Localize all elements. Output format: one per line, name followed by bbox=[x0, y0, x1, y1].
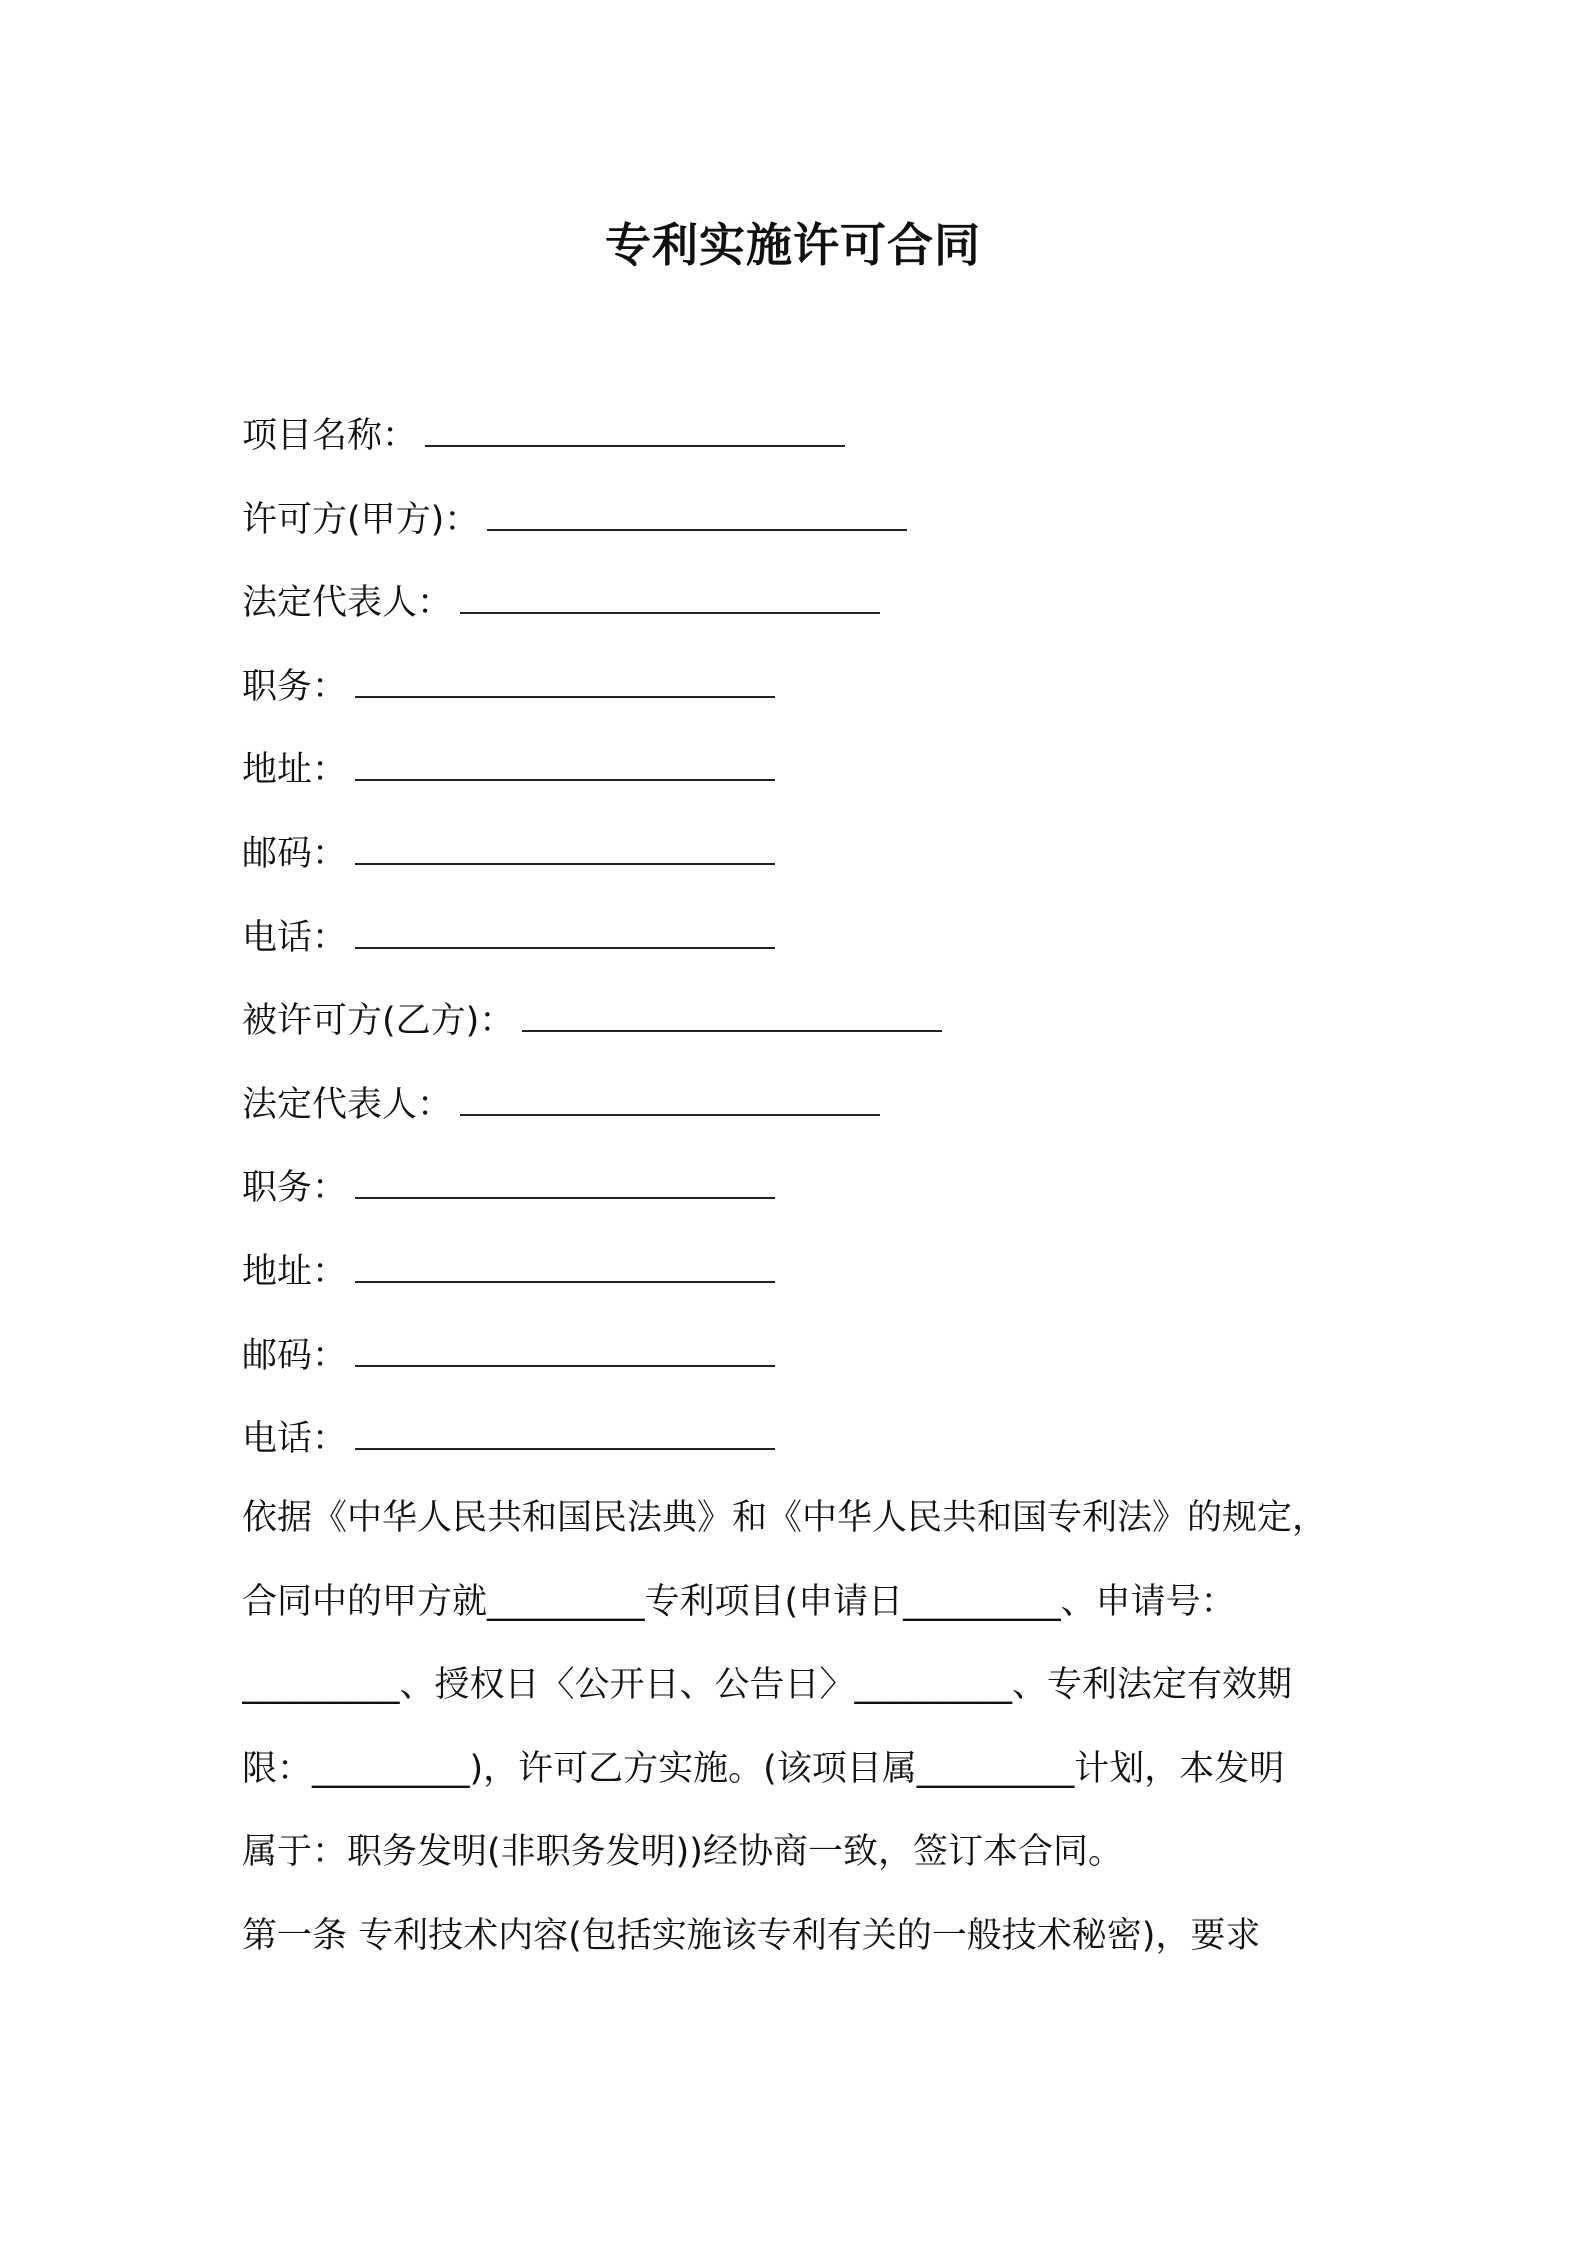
field-label: 电话： bbox=[242, 1419, 348, 1460]
field-label: 项目名称： bbox=[242, 416, 418, 456]
party-info-fields bbox=[242, 408, 1362, 1495]
blank-line bbox=[355, 827, 775, 865]
field-licensor bbox=[242, 492, 1362, 576]
document-title: 专利实施许可合同 bbox=[605, 218, 981, 272]
field-label: 职务： bbox=[242, 666, 348, 707]
field-licensee bbox=[242, 993, 1362, 1077]
field-label: 被许可方(乙方)： bbox=[242, 1001, 515, 1042]
field-label: 地址： bbox=[242, 1251, 348, 1292]
field-licensee-representative bbox=[242, 1077, 1362, 1161]
body-line: _________、授权日〈公开日、公告日〉_________、专利法定有效期 bbox=[242, 1665, 1293, 1706]
field-project-name bbox=[242, 408, 1362, 492]
blank-line bbox=[355, 660, 775, 698]
field-licensor-postcode bbox=[242, 826, 1362, 910]
blank-line bbox=[460, 576, 880, 614]
field-label: 邮码： bbox=[242, 1335, 348, 1376]
field-licensor-phone bbox=[242, 910, 1362, 994]
field-label: 职务： bbox=[242, 1168, 348, 1209]
blank-line bbox=[355, 1245, 775, 1283]
blank-line bbox=[522, 994, 942, 1032]
blank-line bbox=[460, 1078, 880, 1116]
body-line: 属于：职务发明(非职务发明))经协商一致，签订本合同。 bbox=[242, 1832, 1123, 1873]
blank-line bbox=[487, 493, 907, 531]
field-label: 许可方(甲方)： bbox=[242, 499, 480, 540]
body-line: 依据《中华人民共和国民法典》和《中华人民共和国专利法》的规定， bbox=[242, 1498, 1328, 1538]
blank-line bbox=[355, 1412, 775, 1450]
body-line: 合同中的甲方就_________专利项目(申请日_________、申请号： bbox=[242, 1581, 1236, 1622]
field-licensee-address bbox=[242, 1244, 1362, 1328]
field-label: 法定代表人： bbox=[242, 1084, 453, 1125]
field-licensee-phone bbox=[242, 1411, 1362, 1495]
body-line: 限：_________)，许可乙方实施。(该项目属_________计划，本发明 bbox=[242, 1748, 1285, 1789]
contract-body bbox=[242, 1490, 1362, 1992]
blank-line bbox=[355, 1329, 775, 1367]
field-licensor-representative bbox=[242, 575, 1362, 659]
field-licensor-position bbox=[242, 659, 1362, 743]
blank-line bbox=[355, 911, 775, 949]
field-label: 法定代表人： bbox=[242, 583, 453, 624]
field-licensor-address bbox=[242, 742, 1362, 826]
field-label: 地址： bbox=[242, 750, 348, 791]
blank-line bbox=[355, 743, 775, 781]
field-licensee-postcode bbox=[242, 1328, 1362, 1412]
field-label: 邮码： bbox=[242, 833, 348, 874]
field-licensee-position bbox=[242, 1160, 1362, 1244]
blank-line bbox=[355, 1161, 775, 1199]
blank-line bbox=[425, 409, 845, 447]
article-one-line: 第一条 专利技术内容(包括实施该专利有关的一般技术秘密)，要求 bbox=[242, 1915, 1261, 1956]
field-label: 电话： bbox=[242, 917, 348, 958]
